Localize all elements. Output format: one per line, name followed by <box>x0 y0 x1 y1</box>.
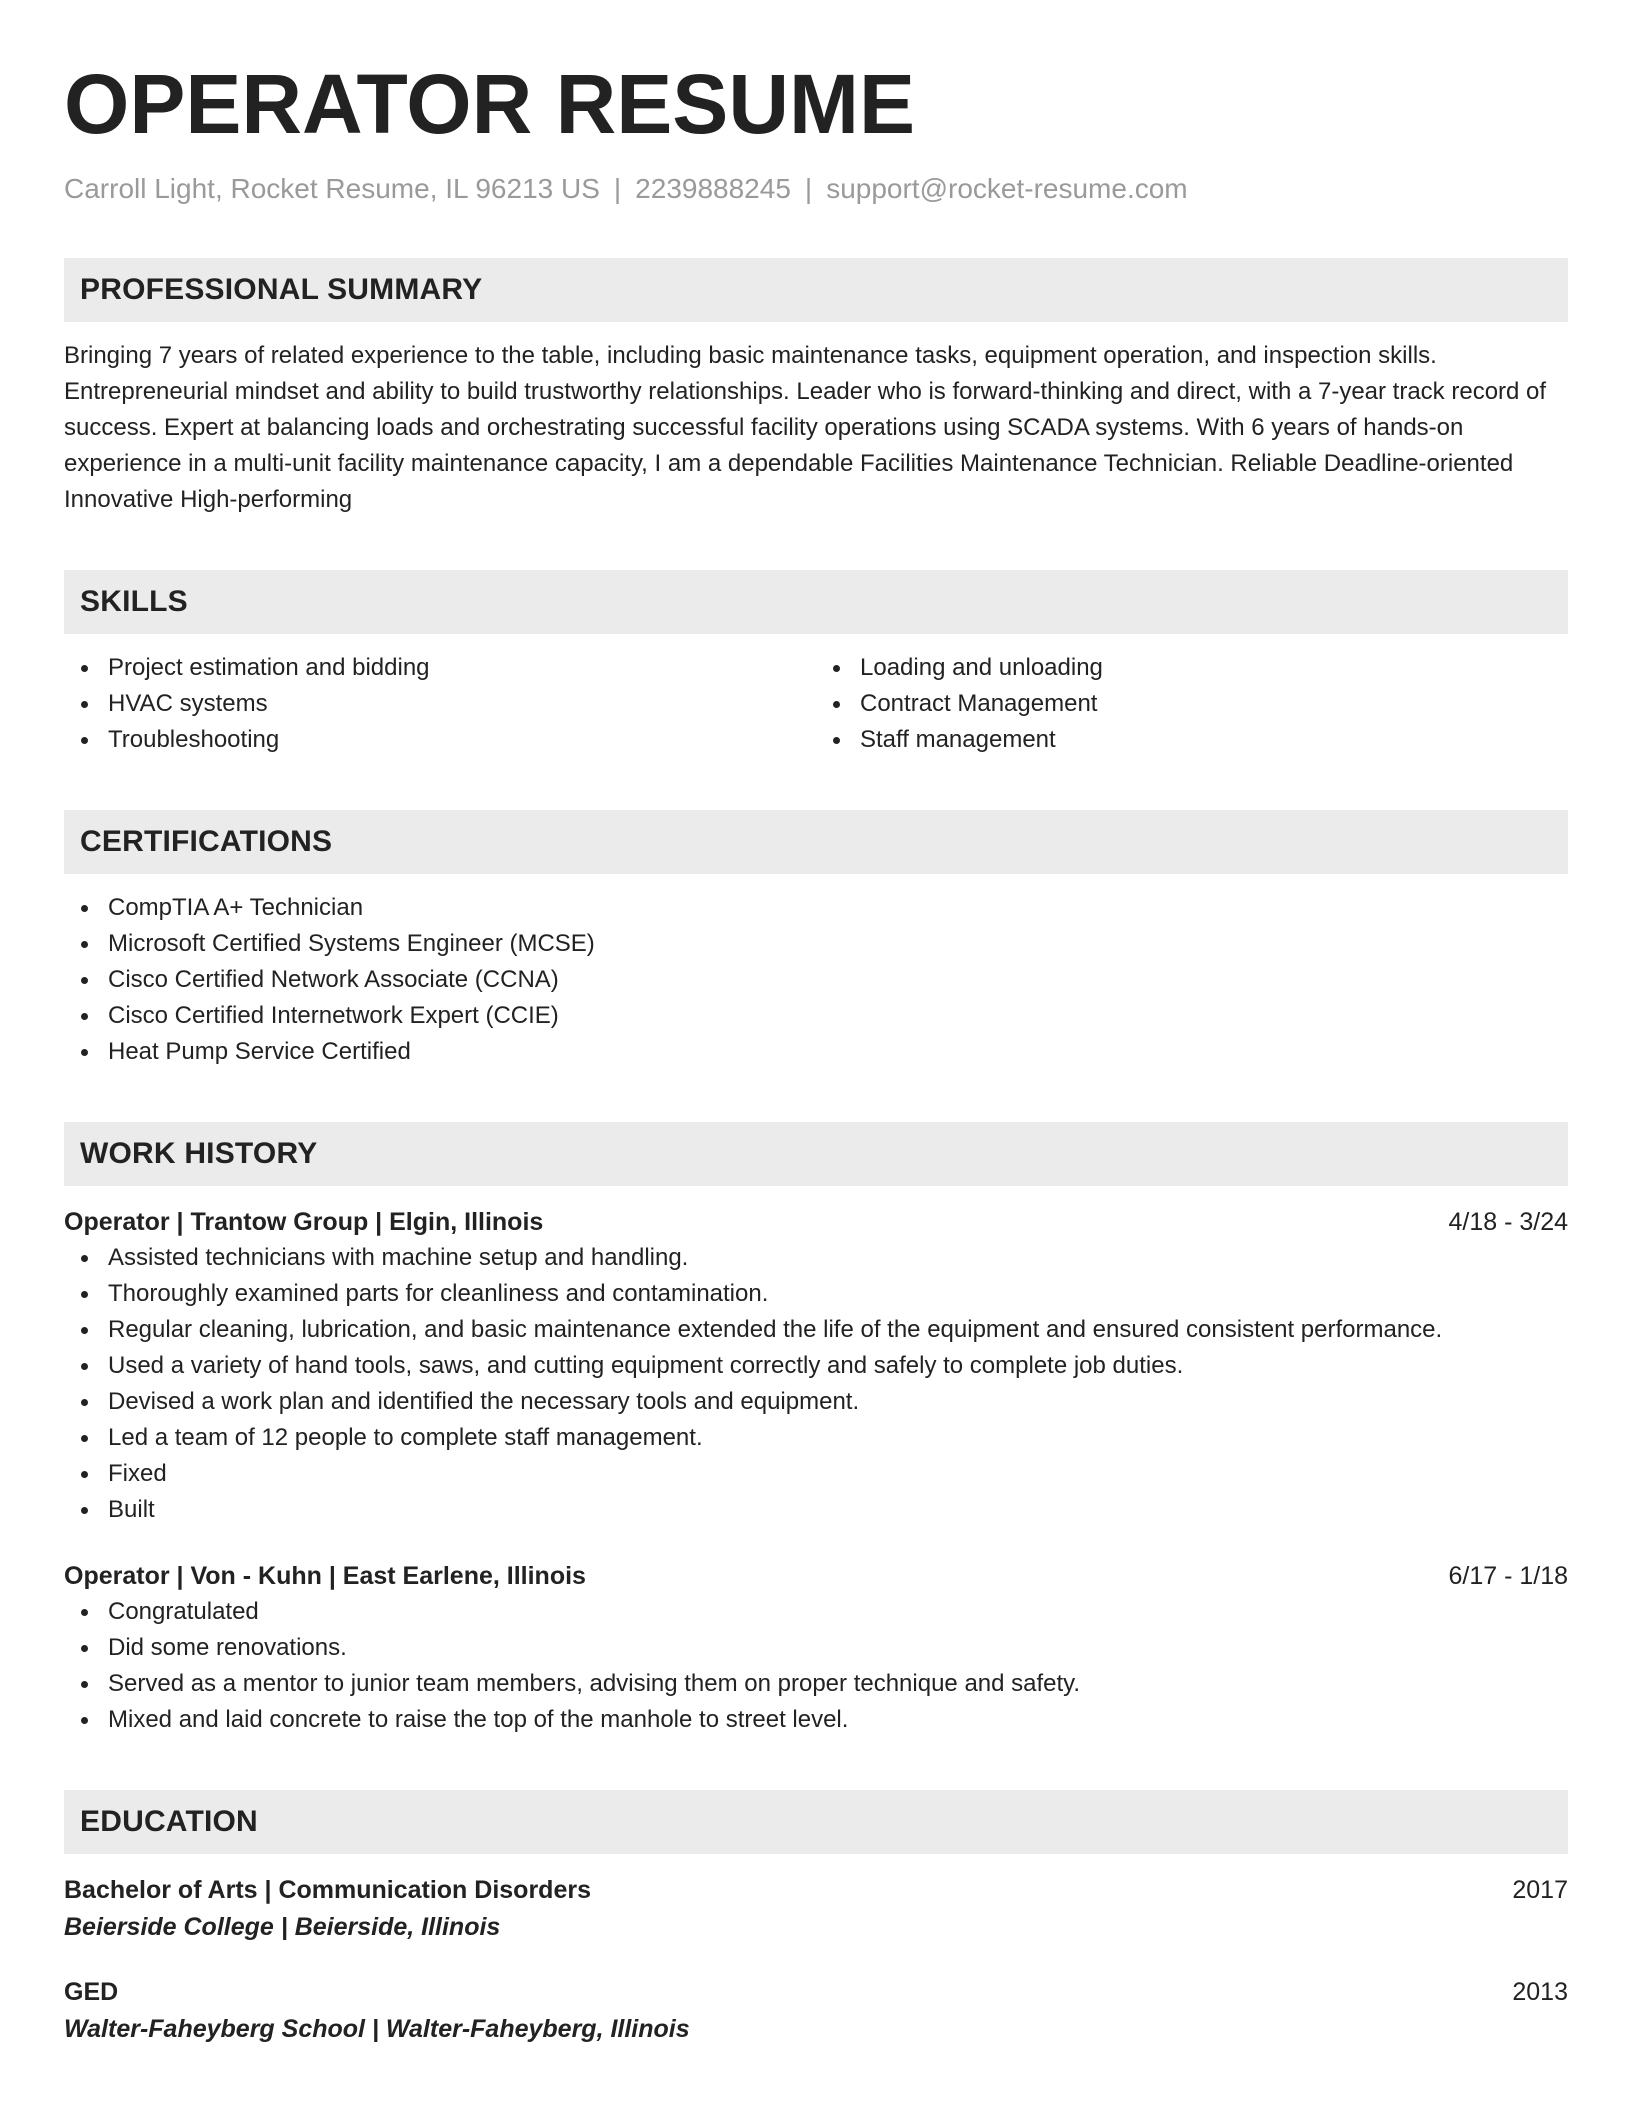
job-header <box>64 1204 1568 1240</box>
education-entry <box>64 1872 1568 1946</box>
education-year: 2017 <box>1512 1876 1568 1904</box>
skills-heading: SKILLS <box>64 570 1568 634</box>
job-header <box>64 1558 1568 1594</box>
skill-item: Contract Management <box>816 686 1568 722</box>
job-bullet: Served as a mentor to junior team members, advising them on proper technique and safety. <box>64 1666 1568 1702</box>
job-title: Operator | Von - Kuhn | East Earlene, Illinois <box>64 1562 586 1590</box>
job-title: Operator | Trantow Group | Elgin, Illinois <box>64 1208 544 1236</box>
job-bullet: Built <box>64 1492 1568 1528</box>
education-year: 2013 <box>1512 1978 1568 2006</box>
job-bullet: Did some renovations. <box>64 1630 1568 1666</box>
education-degree: GED <box>64 1978 119 2006</box>
contact-separator: | <box>804 173 813 204</box>
certification-item: Cisco Certified Network Associate (CCNA) <box>64 962 1568 998</box>
skill-item: Troubleshooting <box>64 722 816 758</box>
certifications-list <box>64 890 1568 1070</box>
job-bullet: Mixed and laid concrete to raise the top of the manhole to street level. <box>64 1702 1568 1738</box>
job-bullet: Assisted technicians with machine setup and handling. <box>64 1240 1568 1276</box>
job-bullet: Congratulated <box>64 1594 1568 1630</box>
certification-item: Microsoft Certified Systems Engineer (MCSE) <box>64 926 1568 962</box>
contact-separator: | <box>613 173 622 204</box>
contact-line <box>64 172 1568 206</box>
education-heading: EDUCATION <box>64 1790 1568 1854</box>
skills-column-right <box>816 650 1568 758</box>
skills-list <box>64 650 1568 758</box>
skill-item: HVAC systems <box>64 686 816 722</box>
certification-item: Heat Pump Service Certified <box>64 1034 1568 1070</box>
job-dates: 4/18 - 3/24 <box>1448 1208 1568 1236</box>
skill-item: Staff management <box>816 722 1568 758</box>
work-history-heading: WORK HISTORY <box>64 1122 1568 1186</box>
job-bullets <box>64 1594 1568 1738</box>
skill-item: Project estimation and bidding <box>64 650 816 686</box>
summary-text: Bringing 7 years of related experience to the table, including basic maintenance tasks, equipment operation, and inspection skills. Entrepreneurial mindset and ability to build trustworthy relationships. Leader who is forward-thinking and direct, with a 7-year track record of success. Expert at balancing loads and orchestrating successful facility operations using SCADA systems. With 6 years of hands-on experience in a multi-unit facility maintenance capacity, I am a dependable Facilities Maintenance Technician. Reliable Deadline-oriented Innovative High-performing <box>64 342 1547 513</box>
resume-title: OPERATOR RESUME <box>64 57 915 151</box>
summary-heading: PROFESSIONAL SUMMARY <box>64 258 1568 322</box>
certification-item: Cisco Certified Internetwork Expert (CCIE) <box>64 998 1568 1034</box>
education-header <box>64 1974 1568 2010</box>
education-header <box>64 1872 1568 1908</box>
certifications-heading: CERTIFICATIONS <box>64 810 1568 874</box>
job-bullets <box>64 1240 1568 1528</box>
job-entry <box>64 1558 1568 1738</box>
contact-phone: 2239888245 <box>635 173 791 204</box>
education-school: Walter-Faheyberg School | Walter-Faheyberg, Illinois <box>64 2015 690 2043</box>
job-bullet: Used a variety of hand tools, saws, and cutting equipment correctly and safely to complete job duties. <box>64 1348 1568 1384</box>
education-school: Beierside College | Beierside, Illinois <box>64 1913 501 1941</box>
job-dates: 6/17 - 1/18 <box>1448 1562 1568 1590</box>
job-bullet: Devised a work plan and identified the necessary tools and equipment. <box>64 1384 1568 1420</box>
education-entry <box>64 1974 1568 2048</box>
job-bullet: Regular cleaning, lubrication, and basic maintenance extended the life of the equipment and ensured consistent performance. <box>64 1312 1568 1348</box>
skills-column-left <box>64 650 816 758</box>
education-degree: Bachelor of Arts | Communication Disorders <box>64 1876 591 1904</box>
job-bullet: Led a team of 12 people to complete staff management. <box>64 1420 1568 1456</box>
certification-item: CompTIA A+ Technician <box>64 890 1568 926</box>
skill-item: Loading and unloading <box>816 650 1568 686</box>
job-bullet: Fixed <box>64 1456 1568 1492</box>
contact-address: Carroll Light, Rocket Resume, IL 96213 US <box>64 173 600 204</box>
job-entry <box>64 1204 1568 1528</box>
job-bullet: Thoroughly examined parts for cleanliness and contamination. <box>64 1276 1568 1312</box>
contact-email: support@rocket-resume.com <box>826 173 1188 204</box>
